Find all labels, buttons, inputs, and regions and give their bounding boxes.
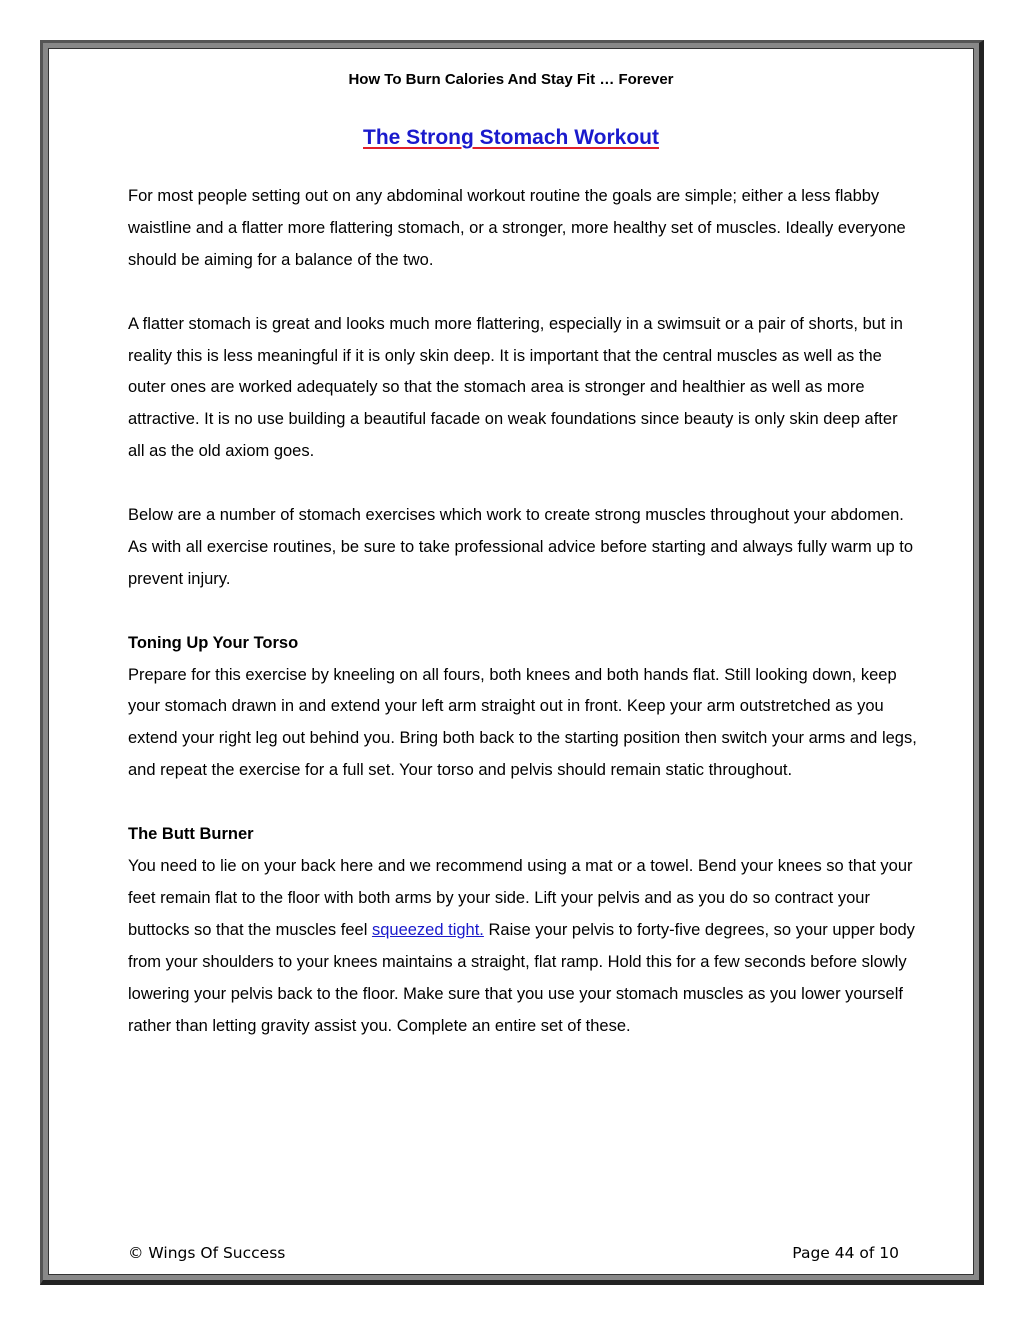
- footer-copyright: © Wings Of Success: [128, 1244, 286, 1262]
- page-frame: [40, 40, 984, 1285]
- page: [48, 48, 974, 1275]
- section-heading-butt-burner: The Butt Burner: [128, 825, 254, 844]
- butt-burner-text-end: Raise your pelvis to forty-five degrees, so your upper body from your shoulders to your knees maintains a straight, flat ramp. Hold this for a few seconds before slowly lowering your pelvis back to the floor. Make sure that you use your stomach muscles as you lower yourself rather than letting gravity assist you. Complete an entire set of these.: [128, 920, 915, 1035]
- running-header: How To Burn Calories And Stay Fit … Forever: [348, 71, 674, 88]
- section-text-butt-burner: [128, 851, 918, 1042]
- title-text: The Strong Stomach Workout: [363, 126, 659, 149]
- squeezed-tight-link[interactable]: squeezed tight.: [371, 920, 484, 939]
- paragraph-exercises-intro: Below are a number of stomach exercises which work to create strong muscles throughout your abdomen. As with all exercise routines, be sure to take professional advice before starting and always fully warm up to prevent injury.: [128, 506, 914, 588]
- section-heading-torso: Toning Up Your Torso: [128, 633, 299, 652]
- document-body: [128, 181, 918, 1074]
- paragraph-flatter-stomach: A flatter stomach is great and looks much more flattering, especially in a swimsuit or a pair of shorts, but in reality this is less meaningful if it is only skin deep. It is important that the central muscles as well as the outer ones are worked adequately so that the stomach area is stronger and healthier as well as more attractive. It is no use building a beautiful facade on weak foundations since beauty is only skin deep after all as the old axiom goes.: [128, 314, 903, 461]
- page-title: [49, 126, 973, 150]
- section-text-torso: Prepare for this exercise by kneeling on all fours, both knees and both hands flat. Still looking down, keep your stomach drawn in and extend your left arm straight out in front. Keep your arm outstretched as you extend your right leg out behind you. Bring both back to the starting position then switch your arms and legs, and repeat the exercise for a full set. Your torso and pelvis should remain static throughout.: [128, 665, 917, 780]
- paragraph-intro: For most people setting out on any abdominal workout routine the goals are simple; either a less flabby waistline and a flatter more flattering stomach, or a stronger, more healthy set of muscles. Ideally everyone should be aiming for a balance of the two.: [128, 187, 906, 269]
- footer-page-number: Page 44 of 10: [792, 1244, 899, 1262]
- butt-burner-text-start: You need to lie on your back here and we recommend using a mat or a towel. Bend your knees so that your feet remain flat to the floor with both arms by your side. Lift your pelvis and as you do so contract your buttocks so that the muscles feel: [128, 856, 913, 939]
